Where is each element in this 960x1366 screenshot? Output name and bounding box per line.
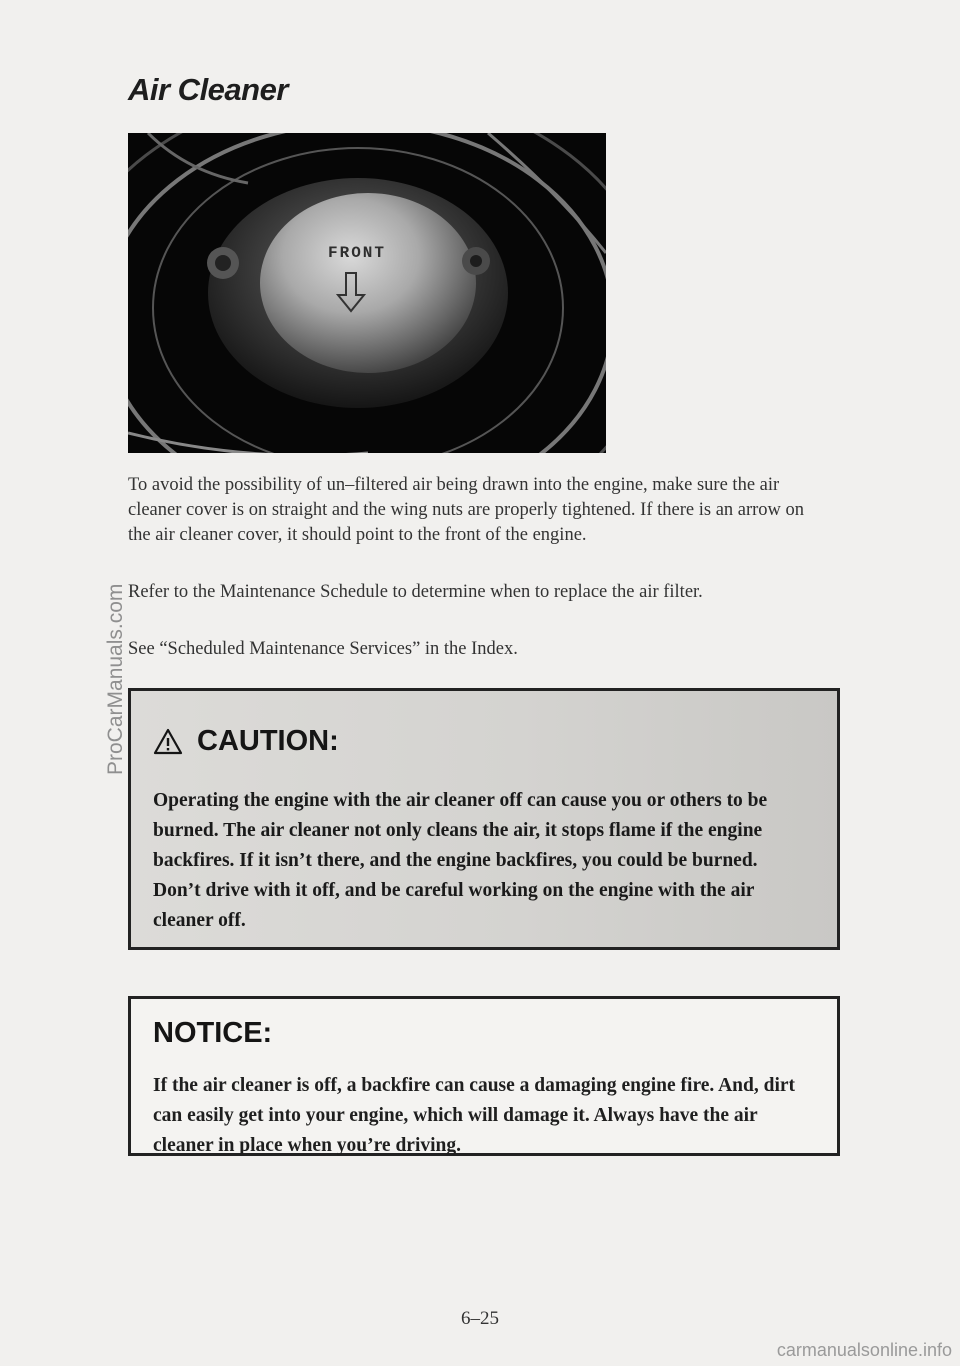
notice-text: If the air cleaner is off, a backfire can cause a damaging engine fire. And, dirt can easily get into your engine, which will damage it. Always have the air cleaner in place when you’re driving. [153,1075,796,1156]
caution-box [128,688,840,950]
caution-heading: CAUTION: [197,725,339,757]
bottom-watermark: carmanualsonline.info [776,1340,952,1360]
paragraph-index-reference: See “Scheduled Maintenance Services” in the Index. [128,639,518,659]
warning-triangle-icon [153,728,183,755]
caution-heading-row [153,725,339,758]
caution-text: Operating the engine with the air cleaner off can cause you or others to be burned. The air cleaner not only cleans the air, it stops flame if the engine backfires. If it isn’t there, and the engine backfires, you could be burned. Don’t drive with it off, and be careful working on the engine with the air cleaner off. [153,790,768,931]
side-watermark: ProCarManuals.com [104,583,127,775]
notice-heading: NOTICE: [153,1017,273,1049]
page-number: 6–25 [461,1308,499,1329]
paragraph-maintenance: Refer to the Maintenance Schedule to determine when to replace the air filter. [128,582,703,602]
cover-front-label: FRONT [328,244,387,262]
page-title: Air Cleaner [128,72,288,107]
air-cleaner-cover-image [128,133,606,453]
air-cleaner-photo [128,133,606,453]
paragraph-intro: To avoid the possibility of un–filtered air being drawn into the engine, make sure the air cleaner cover is on straight and the wing nuts are properly tightened. If there is an arrow on the air cleaner cover, it should point to the front of the engine. [128,475,805,545]
notice-box [128,996,840,1156]
